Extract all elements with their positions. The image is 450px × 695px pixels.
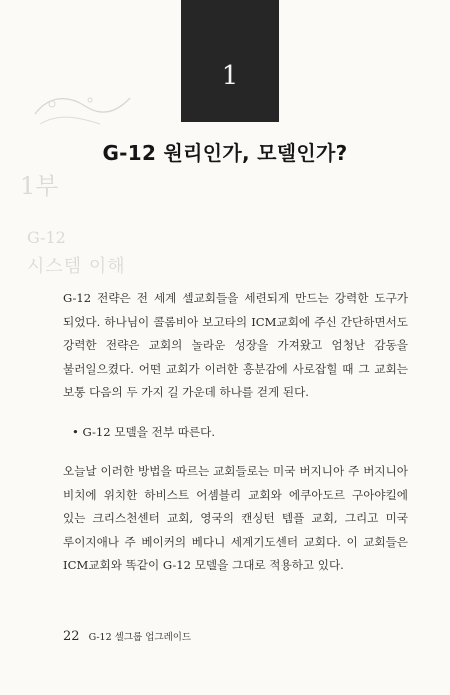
- chapter-title: G-12 원리인가, 모델인가?: [102, 141, 348, 165]
- paragraph-2: 오늘날 이러한 방법을 따르는 교회들로는 미국 버지니아 주 버지니아 비치에 위치한 하비스트 어셈블리 교회와 에쿠아도르 구아야킬에 있는 크리스천센터 교회, 영국의 캔싱턴 템플 교회, 그리고 미국 루이지애나 주 베이커의 베다니 세계기도센터 교회다. 이 교회들은 ICM교회와 똑같이 G-12 모델을 그대로 적용하고 있다.: [63, 464, 408, 572]
- background-ornament: [30, 84, 140, 134]
- chapter-number: 1: [221, 61, 239, 91]
- background-system-label: 시스템 이해: [27, 256, 126, 277]
- bullet-item: • G-12 모델을 전부 따른다.: [72, 425, 216, 439]
- chapter-number-box: [181, 0, 279, 122]
- background-part-label: 1부: [20, 172, 59, 200]
- page-number: 22: [63, 629, 80, 644]
- paragraph-1: G-12 전략은 전 세계 셀교회들을 세련되게 만드는 강력한 도구가 되었다. 하나님이 콜롬비아 보고타의 ICM교회에 주신 간단하면서도 강력한 전략은 교회의 놀라운 성장을 가져왔고 엄청난 감동을 불러일으켰다. 어떤 교회가 이러한 흥분감에 사로잡힐 때 그 교회는 보통 다음의 두 가지 길 가운데 하나를 걷게 된다.: [63, 291, 408, 399]
- page-footer: [63, 629, 191, 644]
- background-g12-label: G-12: [27, 228, 66, 247]
- book-title: G-12 셀그룹 업그레이드: [88, 632, 192, 643]
